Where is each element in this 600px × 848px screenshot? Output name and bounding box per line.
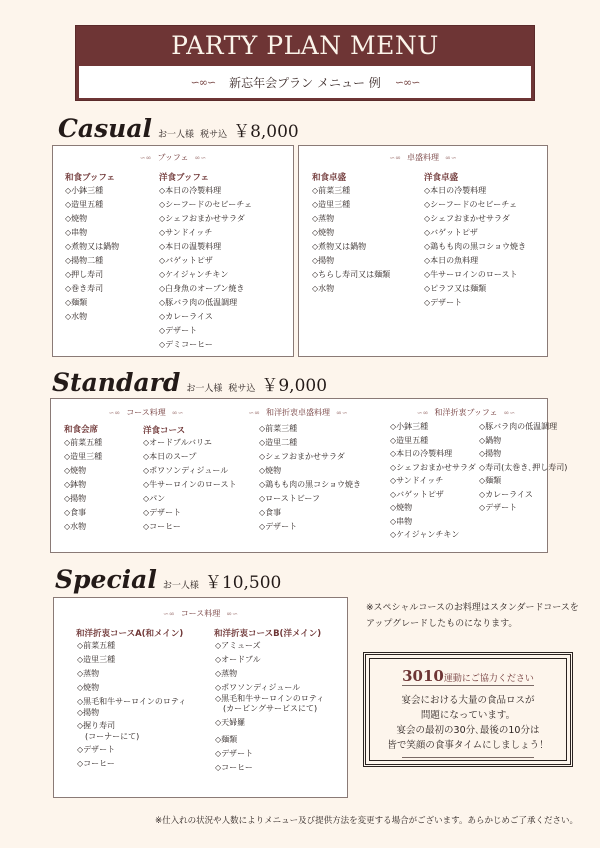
list-item: ◇オードブルバリエ: [143, 438, 212, 447]
page-title: PARTY PLAN MENU: [171, 31, 439, 60]
column-heading: 和食ブッフェ: [65, 173, 115, 183]
list-item: ◇焼物: [259, 466, 282, 475]
list-item: ◇水物: [64, 522, 87, 531]
list-item: ◇小鉢三種: [65, 186, 104, 195]
list-item: ◇蒸物: [77, 669, 100, 678]
list-item: ◇串物: [390, 516, 413, 526]
list-item: ◇造里二種: [259, 438, 298, 447]
list-item: ◇焼物: [312, 228, 335, 237]
list-item: ◇シーフードのセビーチェ: [424, 200, 517, 209]
flourish-icon: ∞∽: [194, 154, 207, 162]
list-item: ◇天婦羅: [215, 718, 246, 727]
list-item: ◇前菜三種: [312, 186, 351, 195]
list-item-note: (コーナーにて): [85, 732, 140, 741]
list-item: ◇水物: [65, 312, 88, 321]
menu-list: [312, 187, 390, 299]
list-item: ◇シェフおまかせサラダ: [390, 462, 476, 472]
list-item: ◇造里五種: [65, 200, 104, 209]
list-item: ◇煮物又は鍋物: [65, 242, 120, 251]
box-title: ∽∞ コース料理 ∞∽: [162, 609, 238, 618]
flourish-icon: ∽∞∽: [190, 75, 216, 89]
list-item: ◇食事: [259, 508, 282, 517]
campaign-message: 宴会における大量の食品ロスが 問題になっています。 宴会の最初の30分､最後の10分は 皆で笑顔の食事タイムにしましょう！: [387, 695, 549, 751]
list-item: ◇本日の冷製料理: [424, 186, 487, 195]
footer-note: ※仕入れの状況や人数によりメニュー及び提供方法を変更する場合がございます。あらかじめご了承ください。: [155, 816, 578, 826]
list-item: ◇焼物: [65, 214, 88, 223]
list-item: ◇デザート: [143, 508, 182, 517]
casual-buffet-box: [52, 145, 294, 357]
list-item: ◇造里三種: [77, 655, 116, 664]
menu-list: [65, 187, 119, 327]
tax-label: 税サ込: [200, 130, 228, 140]
menu-list: [259, 425, 361, 537]
list-item: ◇造里五種: [390, 435, 429, 445]
list-item-note: (カービングサービスにて): [223, 704, 318, 713]
list-item: ◇ちらし寿司又は麺類: [312, 270, 391, 279]
menu-list: [143, 439, 237, 537]
list-item: ◇水物: [312, 284, 335, 293]
menu-list: [479, 423, 567, 518]
list-item: ◇ポワソンディジュール: [143, 466, 229, 475]
tax-label: 税サ込: [228, 384, 256, 394]
flourish-icon: ∽∞: [416, 409, 429, 417]
list-item: ◇デミコーヒー: [159, 340, 213, 349]
flourish-icon: ∽∞: [248, 409, 260, 417]
list-item: ◇シェフおまかせサラダ: [259, 452, 345, 461]
list-item: ◇寿司(太巻き､押し寿司): [479, 462, 568, 472]
list-item: ◇焼物: [77, 683, 100, 692]
standard-box: [50, 398, 568, 553]
list-item: ◇揚物: [479, 449, 502, 458]
list-item: ◇サンドイッチ: [159, 228, 213, 237]
list-item: ◇鶏もも肉の黒コショウ焼き: [424, 242, 526, 251]
list-item: ◇黒毛和牛サーロインのロティ: [215, 694, 325, 703]
list-item: ◇揚物: [77, 708, 100, 717]
list-item: ◇揚物二種: [65, 256, 104, 265]
menu-list: [77, 642, 186, 774]
casual-platter-box: [298, 145, 548, 357]
list-item: ◇蒸物: [312, 214, 335, 223]
campaign-frame: [363, 652, 573, 767]
menu-list: [64, 439, 102, 537]
list-item: ◇揚物: [312, 256, 335, 265]
box-title: ∽∞ コース料理 ∞∽: [108, 408, 184, 417]
flourish-icon: ∞∽: [226, 610, 238, 618]
list-item: ◇焼物: [390, 503, 413, 512]
list-item: ◇本日の温製料理: [159, 242, 222, 251]
list-item: ◇アミューズ: [215, 641, 261, 650]
list-item: ◇串物: [65, 228, 88, 237]
list-item: ◇牛サーロインのロースト: [143, 480, 237, 489]
list-item: ◇サンドイッチ: [390, 476, 444, 485]
list-item: ◇カレーライス: [479, 489, 533, 499]
column-heading: 和食会席: [64, 425, 99, 435]
flourish-icon: ∞∽: [503, 409, 516, 417]
list-item: ◇バゲットピザ: [159, 256, 213, 265]
special-box: [53, 597, 348, 798]
list-item: ◇煮物又は鍋物: [312, 242, 367, 251]
list-item: ◇黒毛和牛サーロインのロティ: [77, 697, 187, 706]
list-item: ◇本日の冷製料理: [159, 186, 222, 195]
special-note: ※スペシャルコースのお料理はスタンダードコースを アップグレードしたものになります。: [366, 603, 579, 629]
flourish-icon: ∞∽: [445, 154, 457, 162]
column-heading: 洋食卓盛: [424, 173, 459, 183]
list-item: ◇麺類: [65, 298, 88, 307]
flourish-icon: ∞∽: [171, 409, 184, 417]
list-item: ◇デザート: [259, 522, 298, 531]
plan-name: Special: [55, 565, 157, 594]
list-item: ◇食事: [64, 508, 87, 517]
flourish-icon: ∽∞: [108, 409, 121, 417]
header-banner: [75, 25, 535, 101]
list-item: ◇蒸物: [215, 669, 238, 678]
plan-price: ￥10,500: [204, 573, 282, 593]
list-item: ◇コーヒー: [215, 763, 253, 772]
plan-price: ￥8,000: [233, 122, 299, 142]
list-item: ◇巻き寿司: [65, 284, 104, 293]
box-title: ∽∞ 卓盛料理 ∞∽: [389, 153, 457, 162]
list-item: ◇小鉢三種: [390, 422, 429, 431]
campaign-title: 3010運動にご協力ください: [402, 667, 534, 685]
per-person-label: お一人様: [162, 581, 199, 591]
list-item: ◇麺類: [479, 476, 502, 485]
list-item: ◇パン: [143, 494, 166, 503]
list-item: ◇豚バラ肉の低温調理: [159, 298, 238, 307]
list-item: ◇デザート: [215, 749, 254, 758]
flourish-icon: ∞∽: [336, 409, 348, 417]
flourish-icon: ∽∞∽: [394, 75, 420, 89]
standard-heading: [52, 368, 327, 397]
list-item: ◇前菜五種: [64, 438, 103, 447]
column-heading: 和食卓盛: [312, 173, 347, 183]
menu-list: [424, 187, 526, 313]
list-item: ◇本日の魚料理: [424, 256, 479, 265]
divider: [402, 685, 534, 686]
list-item: ◇シェフおまかせサラダ: [159, 214, 245, 223]
list-item: ◇白身魚のオーブン焼き: [159, 284, 245, 293]
flourish-icon: ∽∞: [389, 154, 401, 162]
special-heading: [55, 565, 281, 594]
list-item: ◇鍋物: [479, 435, 502, 445]
list-item: ◇前菜三種: [259, 424, 298, 433]
list-item: ◇シェフおまかせサラダ: [424, 214, 510, 223]
per-person-label: お一人様: [158, 130, 195, 140]
menu-list: [215, 642, 324, 778]
list-item: ◇揚物: [64, 494, 87, 503]
box-title: ∽∞ 和洋折衷卓盛料理 ∞∽: [248, 408, 348, 417]
list-item: ◇デザート: [159, 326, 198, 335]
list-item: ◇ピラフ又は麺類: [424, 284, 487, 293]
list-item: ◇オードブル: [215, 655, 261, 664]
list-item: ◇ローストビーフ: [259, 494, 321, 503]
flourish-icon: ∽∞: [139, 154, 152, 162]
list-item: ◇造里三種: [64, 452, 103, 461]
list-item: ◇シーフードのセビーチェ: [159, 200, 252, 209]
list-item: ◇麺類: [215, 735, 238, 744]
menu-list: [390, 423, 476, 545]
list-item: ◇豚バラ肉の低温調理: [479, 422, 558, 431]
list-item: ◇デザート: [77, 745, 116, 754]
box-title: ∽∞ 和洋折衷ブッフェ ∞∽: [416, 408, 516, 417]
column-heading: 洋食ブッフェ: [159, 173, 209, 183]
list-item: ◇造里三種: [312, 200, 351, 209]
flourish-icon: ∽∞: [162, 610, 175, 618]
list-item: ◇本日のスープ: [143, 452, 197, 461]
list-item: ◇握り寿司: [77, 721, 116, 730]
list-item: ◇コーヒー: [77, 759, 115, 768]
list-item: ◇ケイジャンチキン: [159, 270, 229, 279]
list-item: ◇バゲットピザ: [424, 228, 478, 237]
column-heading: 和洋折衷コースB(洋メイン): [214, 629, 322, 639]
casual-heading: [58, 114, 299, 143]
list-item: ◇ケイジャンチキン: [390, 530, 460, 539]
list-item: ◇コーヒー: [143, 522, 181, 531]
list-item: ◇押し寿司: [65, 270, 104, 279]
menu-list: [159, 187, 252, 355]
plan-name: Casual: [58, 114, 153, 143]
list-item: ◇前菜五種: [77, 641, 116, 650]
list-item: ◇デザート: [479, 503, 518, 512]
page-subtitle: 新忘年会プラン メニュー 例: [229, 75, 381, 90]
plan-name: Standard: [52, 368, 181, 397]
plan-price: ￥9,000: [261, 376, 328, 396]
list-item: ◇バゲットピザ: [390, 489, 444, 499]
box-title: ∽∞ ブッフェ ∞∽: [139, 153, 207, 162]
list-item: ◇鉢物: [64, 480, 87, 489]
column-heading: 和洋折衷コースA(和メイン): [76, 629, 184, 639]
divider: [402, 757, 534, 758]
list-item: ◇デザート: [424, 298, 463, 307]
subtitle-bar: [79, 66, 531, 98]
list-item: ◇鶏もも肉の黒コショウ焼き: [259, 480, 361, 489]
column-heading: 洋食コース: [143, 426, 186, 436]
per-person-label: お一人様: [186, 384, 223, 394]
list-item: ◇焼物: [64, 466, 87, 475]
list-item: ◇カレーライス: [159, 312, 213, 321]
list-item: ◇ポワソンディジュール: [215, 683, 301, 692]
list-item: ◇牛サーロインのロースト: [424, 270, 518, 279]
list-item: ◇本日の冷製料理: [390, 449, 453, 458]
